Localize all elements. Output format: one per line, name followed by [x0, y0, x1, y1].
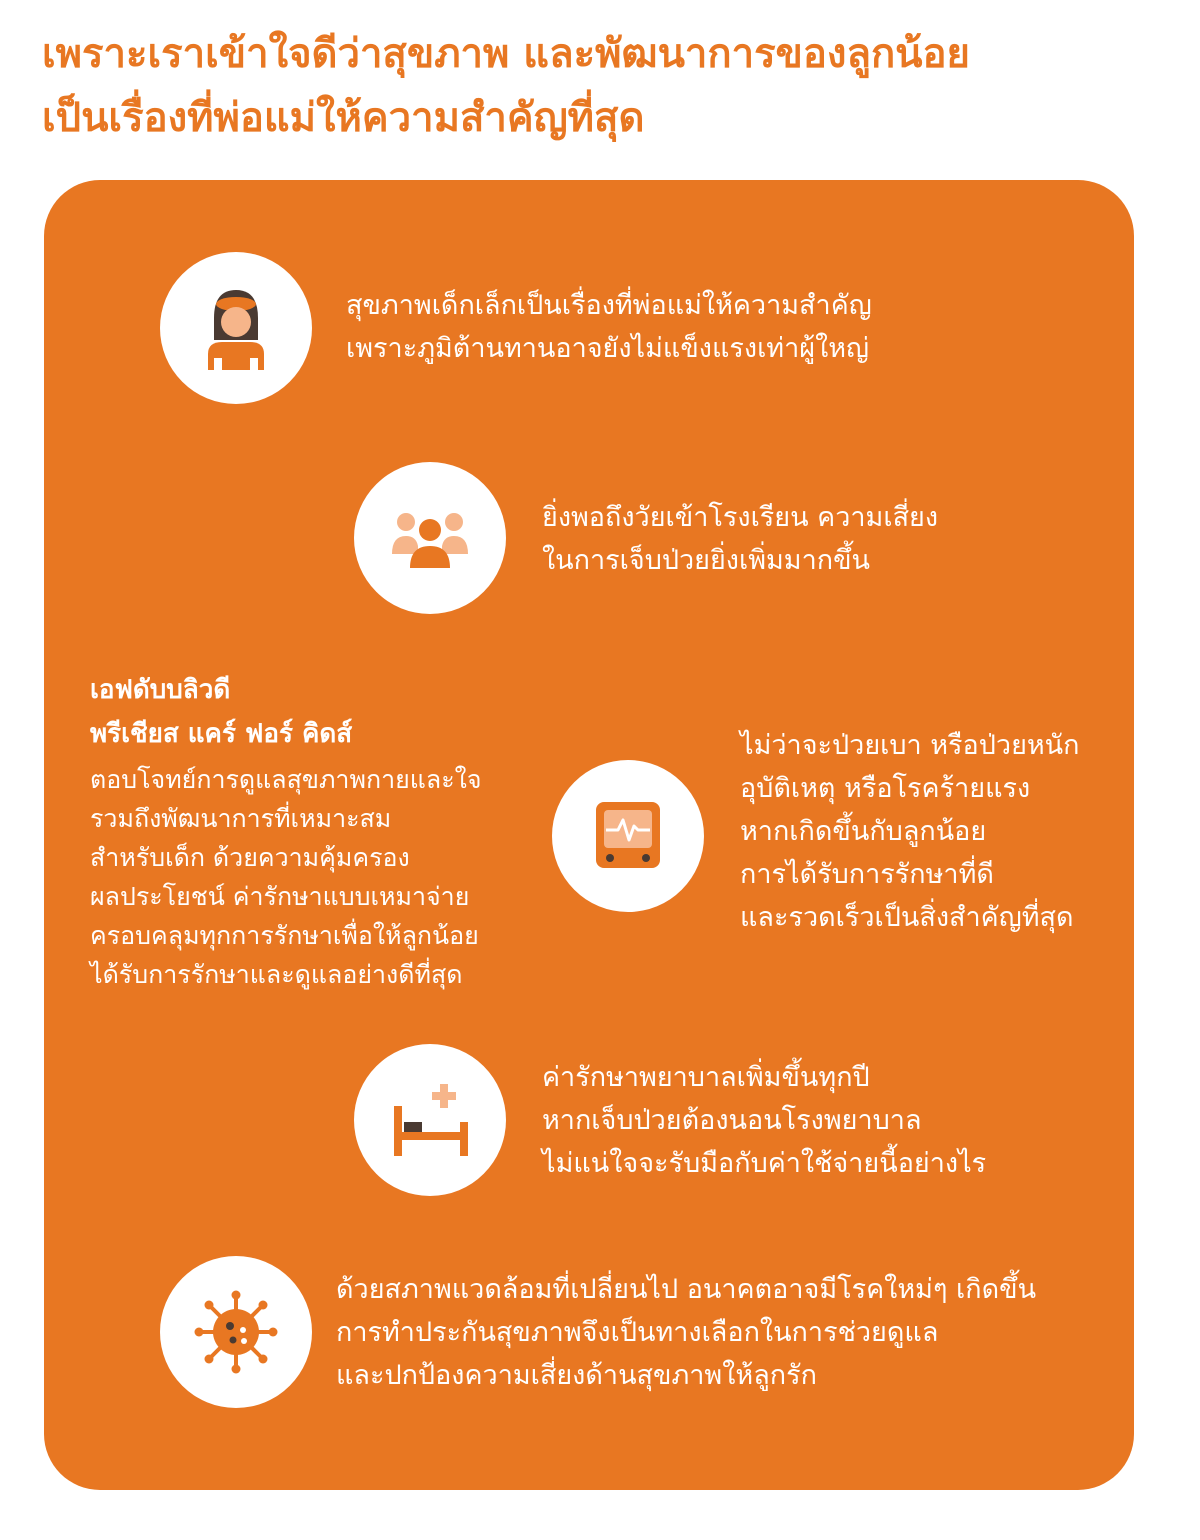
item-5-line-1: ด้วยสภาพแวดล้อมที่เปลี่ยนไป อนาคตอาจมีโรคใหม่ๆ เกิดขึ้น: [336, 1274, 1037, 1305]
icon-circle-monitor: [552, 760, 704, 912]
product-desc-line-6: ได้รับการรักษาและดูแลอย่างดีที่สุด: [90, 960, 463, 989]
item-2-line-1: ยิ่งพอถึงวัยเข้าโรงเรียน ความเสี่ยง: [542, 502, 939, 533]
product-name-line-1: เอฟดับบลิวดี: [90, 675, 231, 705]
icon-circle-virus: [160, 1256, 312, 1408]
item-3-line-2: อุบัติเหตุ หรือโรคร้ายแรง: [740, 773, 1031, 804]
product-desc-line-3: สำหรับเด็ก ด้วยความคุ้มครอง: [90, 843, 410, 872]
item-text-3: [740, 724, 1080, 939]
item-text-4: [542, 1056, 986, 1185]
item-1-line-1: สุขภาพเด็กเล็กเป็นเรื่องที่พ่อแม่ให้ความสำคัญ: [346, 290, 872, 321]
headline-line-1: เพราะเราเข้าใจดีว่าสุขภาพ และพัฒนาการของลูกน้อย: [42, 31, 970, 77]
product-description: [90, 760, 481, 994]
product-desc-line-4: ผลประโยชน์ ค่ารักษาแบบเหมาจ่าย: [90, 882, 470, 911]
hospital-bed-icon: [380, 1070, 480, 1170]
item-3-line-5: และรวดเร็วเป็นสิ่งสำคัญที่สุด: [740, 902, 1074, 933]
product-name: [90, 668, 352, 756]
item-3-line-3: หากเกิดขึ้นกับลูกน้อย: [740, 816, 987, 847]
product-desc-line-2: รวมถึงพัฒนาการที่เหมาะสม: [90, 804, 392, 833]
item-text-1: [346, 284, 872, 370]
info-panel: [44, 180, 1134, 1490]
item-3-line-4: การได้รับการรักษาที่ดี: [740, 859, 994, 890]
item-5-line-2: การทำประกันสุขภาพจึงเป็นทางเลือกในการช่วยดูแล: [336, 1317, 939, 1348]
icon-circle-bed: [354, 1044, 506, 1196]
item-4-line-1: ค่ารักษาพยาบาลเพิ่มขึ้นทุกปี: [542, 1062, 870, 1093]
item-text-5: [336, 1268, 1036, 1397]
icon-circle-child: [160, 252, 312, 404]
icon-circle-group: [354, 462, 506, 614]
item-5-line-3: และปกป้องความเสี่ยงด้านสุขภาพให้ลูกรัก: [336, 1360, 817, 1391]
product-desc-line-1: ตอบโจทย์การดูแลสุขภาพกายและใจ: [90, 765, 482, 794]
product-desc-line-5: ครอบคลุมทุกการรักษาเพื่อให้ลูกน้อย: [90, 921, 479, 950]
virus-icon: [186, 1282, 286, 1382]
heart-monitor-icon: [578, 786, 678, 886]
group-people-icon: [380, 488, 480, 588]
item-1-line-2: เพราะภูมิต้านทานอาจยังไม่แข็งแรงเท่าผู้ใหญ่: [346, 333, 870, 364]
headline-line-2: เป็นเรื่องที่พ่อแม่ให้ความสำคัญที่สุด: [42, 95, 645, 141]
child-icon: [186, 278, 286, 378]
headline: [42, 22, 1172, 150]
item-4-line-3: ไม่แน่ใจจะรับมือกับค่าใช้จ่ายนี้อย่างไร: [542, 1148, 987, 1179]
item-4-line-2: หากเจ็บป่วยต้องนอนโรงพยาบาล: [542, 1105, 922, 1136]
item-3-line-1: ไม่ว่าจะป่วยเบา หรือป่วยหนัก: [740, 730, 1080, 761]
item-text-2: [542, 496, 938, 582]
item-2-line-2: ในการเจ็บป่วยยิ่งเพิ่มมากขึ้น: [542, 545, 871, 576]
product-name-line-2: พรีเชียส แคร์ ฟอร์ คิดส์: [90, 719, 353, 749]
